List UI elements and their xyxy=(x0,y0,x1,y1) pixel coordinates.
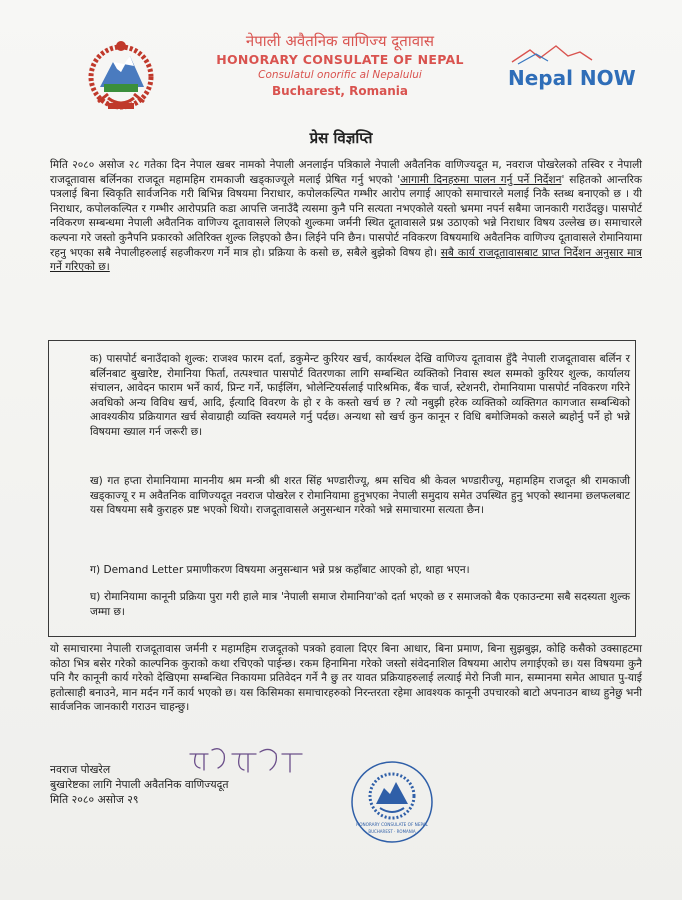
closing-paragraph: यो समाचारमा नेपाली राजदूतावास जर्मनी र महामहिम राजदूतको पत्रको हवाला दिएर बिना आधार, बिना प्रमाण, बिना सुझबुझ, कोहि कसैको उक्साहटमा कोठा भित्र बसेर गरेको काल्पनिक कुराको कथा रचिएको पाईन्छ। रकम हिनामिना गरेको जस्तो संवेदनाशिल विषयमा आरोप लगाईएको छ। यस विषयमा कुनै पनि गैर कानूनी कार्य गरेको देखिएमा सम्बन्धित निकायमा प्रतिवेदन गर्ने नै छु तर यावत प्रक्रियाहरुलाई लत्याई मेरो निजी मान, सम्मानमा समेत आघात पु-याई हतोत्साही बनाउने, मान मर्दन गर्ने कार्य भएको छ। यस किसिमका समाचारहरुको निरन्तरता रहेमा आवश्यक कानूनी उपचारको बाटो अपनाउन बाध्य हुनेछु भनी सार्वजनिक जानकारी गराउन चाहन्छु। xyxy=(50,643,642,714)
mountain-line-icon xyxy=(508,44,638,66)
consulate-seal-icon xyxy=(350,760,434,844)
point-ka: क) पासपोर्ट बनाउँदाको शुल्क: राजश्व फारम दर्ता, डकुमेन्ट कुरियर खर्च, कार्यस्थल देखि वाणिज्य दूतावास हुँदै नेपाली राजदूतावास बर्लिन र बर्लिनबाट बुखारेष्ट, रोमानिया फिर्ता, तत्पश्चात पासपोर्ट वितरणका लागि सम्बन्धित व्यक्तिको निवास स्थल सम्मको कुरियर शुल्क, कार्यालय संचालन, आवेदन फाराम भर्ने कार्य, प्रिन्ट गर्ने, फाईलिंग, भोलेन्टियर्सलाई पारिश्रमिक, बैंक चार्ज, स्टेशनरी, रोमानियामा पासपोर्ट नविकरण गरिने अवधिको अन्य विविध खर्च, आदि, ईत्यादि विवरण के हो र के कस्तो खर्च छ ? त्यो नबुझी हरेक व्यक्तिको व्यक्तिगत कागजात सम्बन्धिको आवश्यकीय प्रक्रियागत खर्च सेवाग्राही व्यक्ति स्वयमले गर्नु पर्दछ। अन्यथा सो खर्च कुन कानून र विधि बमोजिमको कसले ब्यहोर्नु पर्ने हो भन्ने विषयमा ख्याल गर्न जरूरी छ। xyxy=(90,353,630,438)
signer-role: बुखारेष्टका लागि नेपाली अवैतनिक वाणिज्यदूत xyxy=(50,778,229,791)
intro-underlined-conclusion: सबै कार्य राजदूतावासबाट प्राप्त निर्देशन अनुसार मात्र गर्ने गरिएको छ। xyxy=(50,246,642,274)
signer-name: नवराज पोखरेल xyxy=(50,763,111,776)
consulate-city: Bucharest, Romania xyxy=(272,84,408,98)
consulate-name-english: HONORARY CONSULATE OF NEPAL xyxy=(216,52,464,67)
intro-text-1: मिति २०८० असोज २८ गतेका दिन नेपाल खबर नामको नेपाली अनलाईन पत्रिकाले नेपाली अवैतनिक वाणिज्यदूत म, नवराज पोखरेलको तस्विर र नेपाली राजदूतावास बर्लिनका राजदूत महामहिम रामकाजी खड्काज्यूले मलाई प्रेषित गर्नु भएको ' xyxy=(50,159,642,186)
intro-underlined-directive: आगामी दिनहरुमा पालन गर्नु पर्ने निर्देशन xyxy=(400,173,562,186)
consulate-name-romanian: Consulatul onorific al Nepalului xyxy=(258,69,422,81)
signature-date: मिति २०८० असोज २९ xyxy=(50,793,139,806)
point-gha: घ) रोमानियामा कानूनी प्रक्रिया पुरा गरी हाले मात्र 'नेपाली समाज रोमानिया'को दर्ता भएको छ र समाजको बैक एकाउन्टमा सबै सदस्यता शुल्क जम्मा छ। xyxy=(90,591,630,618)
svg-text:HONORARY CONSULATE OF NEPAL: HONORARY CONSULATE OF NEPAL xyxy=(356,822,428,827)
consulate-name-nepali: नेपाली अवैतनिक वाणिज्य दूतावास xyxy=(245,32,435,50)
nepal-now-logo xyxy=(508,44,638,94)
svg-text:BUCHAREST · ROMANIA: BUCHAREST · ROMANIA xyxy=(368,829,416,834)
press-release-title: प्रेस विज्ञप्ति xyxy=(309,129,373,147)
intro-text-2: ' सहितको आन्तरिक पत्रलाई बिना स्विकृति सार्वजनिक गरी बिभिन्न विषयमा निराधार, कपोलकल्पित गम्भीर आरोप लगाई आएको समाचारले मलाई निकै स्तब्ध बनाएको छ । यी निराधार, कपोलकल्पित र गम्भीर आरोपप्रति कडा आपत्ति जनाउँदै त्यसमा कुनै पनि सत्यता नभएकोले यस्तो भ्रममा नपर्न सबैमा जानकारी गराउँदछु। पासपोर्ट नविकरण सम्बन्धमा नेपाली अवैतनिक वाणिज्य दूतावासले लिएको शुल्कमा जर्मनी स्थित दूतावासले प्रश्न उठाएको भन्ने निराधार विषय उल्लेख छ। समाचारले कल्पना गरे जस्तो कुनैपनि प्रकारको अतिरिक्त शुल्क लिइएको छैन। लिईने पनि छैन। पासपोर्ट नविकरण विषयमाथि अवैतनिक वाणिज्य दूतावासले रोमानियामा रहनु भएका सबै नेपालीहरुलाई सहजीकरण गर्ने मात्र हो। प्रक्रिया के कसो छ, सबैले बुझेको विषय हो। xyxy=(50,173,643,259)
nepal-now-wordmark: Nepal NOW xyxy=(508,66,636,90)
point-kha: ख) गत हप्ता रोमानियामा माननीय श्रम मन्त्री श्री शरत सिंह भण्डारीज्यू, श्रम सचिव श्री केवल भण्डारीज्यू, महामहिम राजदूत श्री रामकाजी खड्काज्यू र म अवैतनिक वाणिज्यदूत नवराज पोखरेल र रोमानियामा हुनुभएका नेपाली समुदाय समेत उपस्थित हुनु भएको स्थानमा छलफलबाट यस विषयमा सबै कुराहरु प्रष्ट भएको थियो। राजदूतावासले अनुसन्धान गरेको भन्ने समाचारमा सत्यता छैन। xyxy=(90,475,630,517)
nepal-emblem-icon xyxy=(78,32,164,118)
intro-paragraph xyxy=(50,158,642,275)
handwritten-signature xyxy=(186,740,306,780)
letterhead xyxy=(200,32,480,100)
point-ga: ग) Demand Letter प्रमाणीकरण विषयमा अनुसन्धान भन्ने प्रश्न कहाँबाट आएको हो, थाहा भएन। xyxy=(90,564,470,576)
